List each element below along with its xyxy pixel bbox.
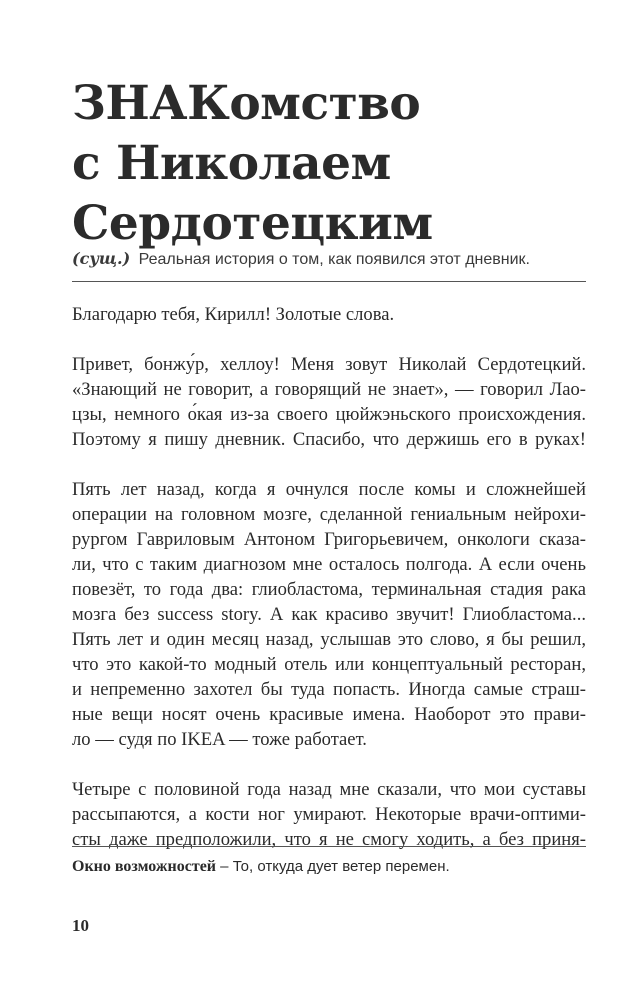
- paragraph-1: [72, 302, 586, 327]
- paragraph-line: ли, что с таким диагнозом мне осталось полгода. А если очень: [72, 554, 586, 575]
- header-divider: [72, 281, 586, 282]
- chapter-subtitle: [72, 248, 592, 271]
- paragraph-line: ные вещи носят очень красивые имена. Наоборот это прави-: [72, 704, 586, 725]
- page-number: 10: [72, 916, 89, 935]
- paragraph-line: операции на головном мозге, сделанной гениальным нейрохи-: [72, 504, 586, 525]
- chapter-title-line-2: с Николаем: [72, 136, 391, 191]
- chapter-title-line-1: ЗНАКомство: [72, 76, 421, 131]
- paragraph-line: сты даже предположили, что я не смогу ходить, а без приня-: [72, 829, 586, 850]
- paragraph-3: [72, 477, 586, 752]
- footnote: [72, 856, 586, 878]
- paragraph-line: рассыпаются, а кости ног умирают. Некоторые врачи-оптими-: [72, 804, 586, 825]
- paragraph-line: Пять лет и один месяц назад, услышав это слово, я бы решил,: [72, 629, 586, 650]
- paragraph-line: ло — судя по IKEA — тоже работает.: [72, 729, 367, 750]
- paragraph-line: Пять лет назад, когда я очнулся после комы и сложнейшей: [72, 479, 586, 500]
- body-text: [72, 302, 586, 877]
- paragraph-line: «Знающий не говорит, а говорящий не знает», — говорил Лао-: [72, 379, 586, 400]
- paragraph-line: повезёт, то года два: глиобластома, терминальная стадия рака: [72, 579, 586, 600]
- paragraph-line: рургом Гавриловым Антоном Григорьевичем, онкологи сказа-: [72, 529, 586, 550]
- paragraph-line: мозга без success story. А как красиво звучит! Глиобластома...: [72, 604, 586, 625]
- paragraph-line: что это какой-то модный отель или концептуальный ресторан,: [72, 654, 586, 675]
- paragraph-line: и непременно захотел бы туда попасть. Иногда самые страш-: [72, 679, 586, 700]
- paragraph-line: Четыре с половиной года назад мне сказали, что мои суставы: [72, 779, 586, 800]
- chapter-title: [72, 74, 592, 254]
- paragraph-4: [72, 777, 586, 852]
- paragraph-line: Благодарю тебя, Кирилл! Золотые слова.: [72, 304, 395, 325]
- paragraph-line: цзы, немного о́кая из-за своего цюйжэньского происхождения.: [72, 404, 586, 425]
- paragraph-line: Привет, бонжу́р, хеллоу! Меня зовут Николай Сердотецкий.: [72, 354, 586, 375]
- footnote-definition: – То, откуда дует ветер перемен.: [216, 858, 450, 875]
- footnote-term: Окно возможностей: [72, 858, 217, 875]
- subtitle-text: Реальная история о том, как появился этот дневник.: [138, 251, 530, 268]
- footnote-divider: [72, 846, 586, 847]
- chapter-title-line-3: Сердотецким: [72, 196, 433, 251]
- paragraph-2: [72, 352, 586, 452]
- paragraph-line: Поэтому я пишу дневник. Спасибо, что держишь его в руках!: [72, 429, 586, 450]
- part-of-speech-label: (сущ.): [72, 249, 131, 268]
